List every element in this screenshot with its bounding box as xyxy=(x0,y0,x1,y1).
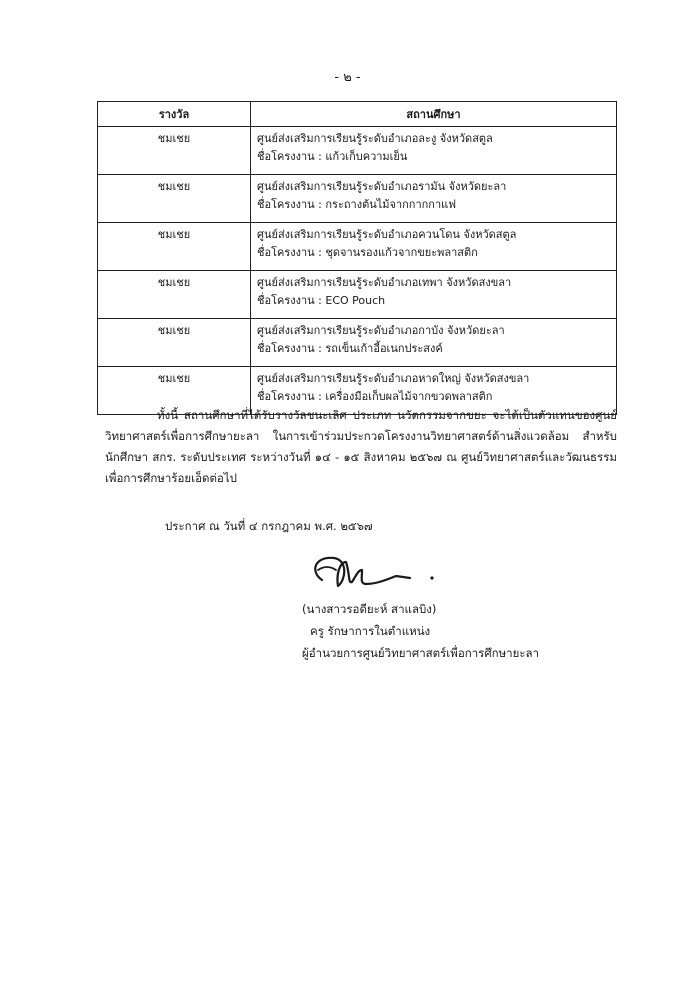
signer-name: (นางสาวรอดียะห์ สาแลบิง) xyxy=(302,602,437,616)
institution-name: ศูนย์ส่งเสริมการเรียนรู้ระดับอำเภอเทพา จังหวัดสงขลา xyxy=(257,276,512,289)
award-cell: ชมเชย xyxy=(98,223,251,271)
signer-role: ครู รักษาการในตำแหน่ง xyxy=(310,624,431,638)
institution-name: ศูนย์ส่งเสริมการเรียนรู้ระดับอำเภอละงู จังหวัดสตูล xyxy=(257,132,493,145)
header-institution: สถานศึกษา xyxy=(251,102,617,127)
institution-name: ศูนย์ส่งเสริมการเรียนรู้ระดับอำเภอควนโดน จังหวัดสตูล xyxy=(257,228,517,241)
table-row xyxy=(98,223,617,271)
header-award: รางวัล xyxy=(98,102,251,127)
table-row xyxy=(98,271,617,319)
announcement-date: ประกาศ ณ วันที่ ๔ กรกฎาคม พ.ศ. ๒๕๖๗ xyxy=(165,519,373,533)
award-cell: ชมเชย xyxy=(98,367,251,415)
institution-cell xyxy=(251,271,617,319)
table-header-row xyxy=(98,102,617,127)
page-number: - ๒ - xyxy=(334,70,361,85)
project-name: ชื่อโครงงาน : ชุดจานรองแก้วจากขยะพลาสติก xyxy=(257,246,478,259)
body-paragraph: ทั้งนี้ สถานศึกษาที่ได้รับรางวัลชนะเลิศ ประเภท นวัตกรรมจากขยะ จะได้เป็นตัวแทนของศูนย์วิทยาศาสตร์เพื่อการศึกษายะลา ในการเข้าร่วมประกวดโครงงานวิทยาศาสตร์ด้านสิ่งแวดล้อม สำหรับนักศึกษา สกร. ระดับประเทศ ระหว่างวันที่ ๑๔ - ๑๕ สิงหาคม ๒๕๖๗ ณ ศูนย์วิทยาศาสตร์และวัฒนธรรมเพื่อการศึกษาร้อยเอ็ดต่อไป xyxy=(105,408,617,485)
signer-position: ผู้อำนวยการศูนย์วิทยาศาสตร์เพื่อการศึกษายะลา xyxy=(302,646,540,660)
institution-name: ศูนย์ส่งเสริมการเรียนรู้ระดับอำเภอหาดใหญ่ จังหวัดสงขลา xyxy=(257,372,530,385)
awards-table xyxy=(97,101,617,415)
signer-block xyxy=(300,598,630,664)
award-cell: ชมเชย xyxy=(98,175,251,223)
award-cell: ชมเชย xyxy=(98,127,251,175)
institution-cell xyxy=(251,175,617,223)
project-name: ชื่อโครงงาน : ECO Pouch xyxy=(257,294,386,307)
award-cell: ชมเชย xyxy=(98,271,251,319)
project-name: ชื่อโครงงาน : แก้วเก็บความเย็น xyxy=(257,150,408,163)
institution-name: ศูนย์ส่งเสริมการเรียนรู้ระดับอำเภอรามัน จังหวัดยะลา xyxy=(257,180,507,193)
table-row xyxy=(98,127,617,175)
table-row xyxy=(98,175,617,223)
table-row xyxy=(98,319,617,367)
institution-cell xyxy=(251,127,617,175)
institution-name: ศูนย์ส่งเสริมการเรียนรู้ระดับอำเภอกาบัง จังหวัดยะลา xyxy=(257,324,505,337)
project-name: ชื่อโครงงาน : กระถางต้นไม้จากกากกาแฟ xyxy=(257,198,457,211)
project-name: ชื่อโครงงาน : เครื่องมือเก็บผลไม้จากขวดพลาสติก xyxy=(257,390,493,403)
institution-cell xyxy=(251,319,617,367)
project-name: ชื่อโครงงาน : รถเข็นเก้าอี้อเนกประสงค์ xyxy=(257,342,443,355)
institution-cell xyxy=(251,223,617,271)
signature-image xyxy=(300,550,450,596)
award-cell: ชมเชย xyxy=(98,319,251,367)
